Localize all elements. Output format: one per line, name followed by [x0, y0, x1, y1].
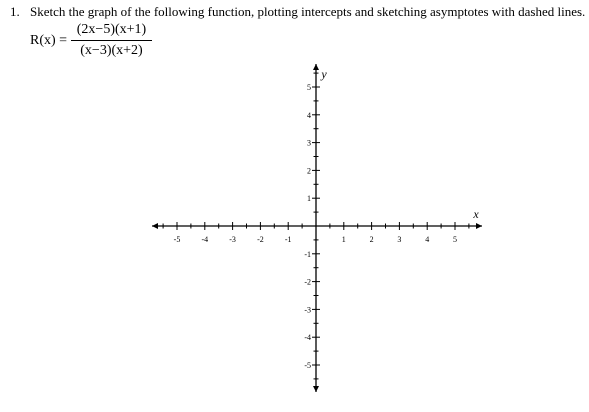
y-tick-label: 1	[307, 194, 311, 204]
x-tick-label: 3	[397, 235, 402, 244]
numerator: (2x−5)(x+1)	[76, 22, 147, 37]
x-tick-label: -3	[229, 235, 236, 244]
y-tick-label: -2	[304, 277, 311, 287]
denominator: (x−3)(x+2)	[80, 43, 143, 58]
x-tick-label: 5	[453, 235, 457, 244]
x-tick-label: -4	[201, 235, 209, 244]
y-tick-label: -4	[304, 333, 311, 343]
x-tick-label: -5	[173, 235, 181, 244]
y-tick-label: 2	[307, 166, 311, 176]
y-tick-label: -1	[304, 249, 311, 259]
y-tick-label: -3	[304, 305, 311, 315]
y-tick-label: 5	[307, 83, 311, 92]
x-axis-label: x	[473, 207, 479, 221]
x-tick-label: 4	[425, 235, 430, 244]
x-tick-label: 2	[369, 235, 374, 244]
function-name: R(x) =	[30, 33, 68, 48]
y-axis-bottom-arrow	[313, 386, 319, 392]
y-axis-label: y	[321, 67, 327, 81]
x-tick-label: 1	[341, 235, 346, 244]
x-axis-left-arrow	[152, 223, 158, 229]
x-tick-label: -2	[257, 235, 264, 244]
x-axis-right-arrow	[476, 223, 482, 229]
problem-number: 1.	[10, 4, 20, 19]
y-tick-label: 3	[307, 138, 311, 148]
y-axis-top-arrow	[313, 64, 319, 70]
y-tick-label: 4	[307, 110, 311, 120]
y-tick-label: -5	[304, 361, 311, 370]
x-tick-label: -1	[284, 235, 292, 244]
problem-instruction: Sketch the graph of the following function, plotting intercepts and sketching asymptotes with dashed lines.	[30, 4, 586, 19]
